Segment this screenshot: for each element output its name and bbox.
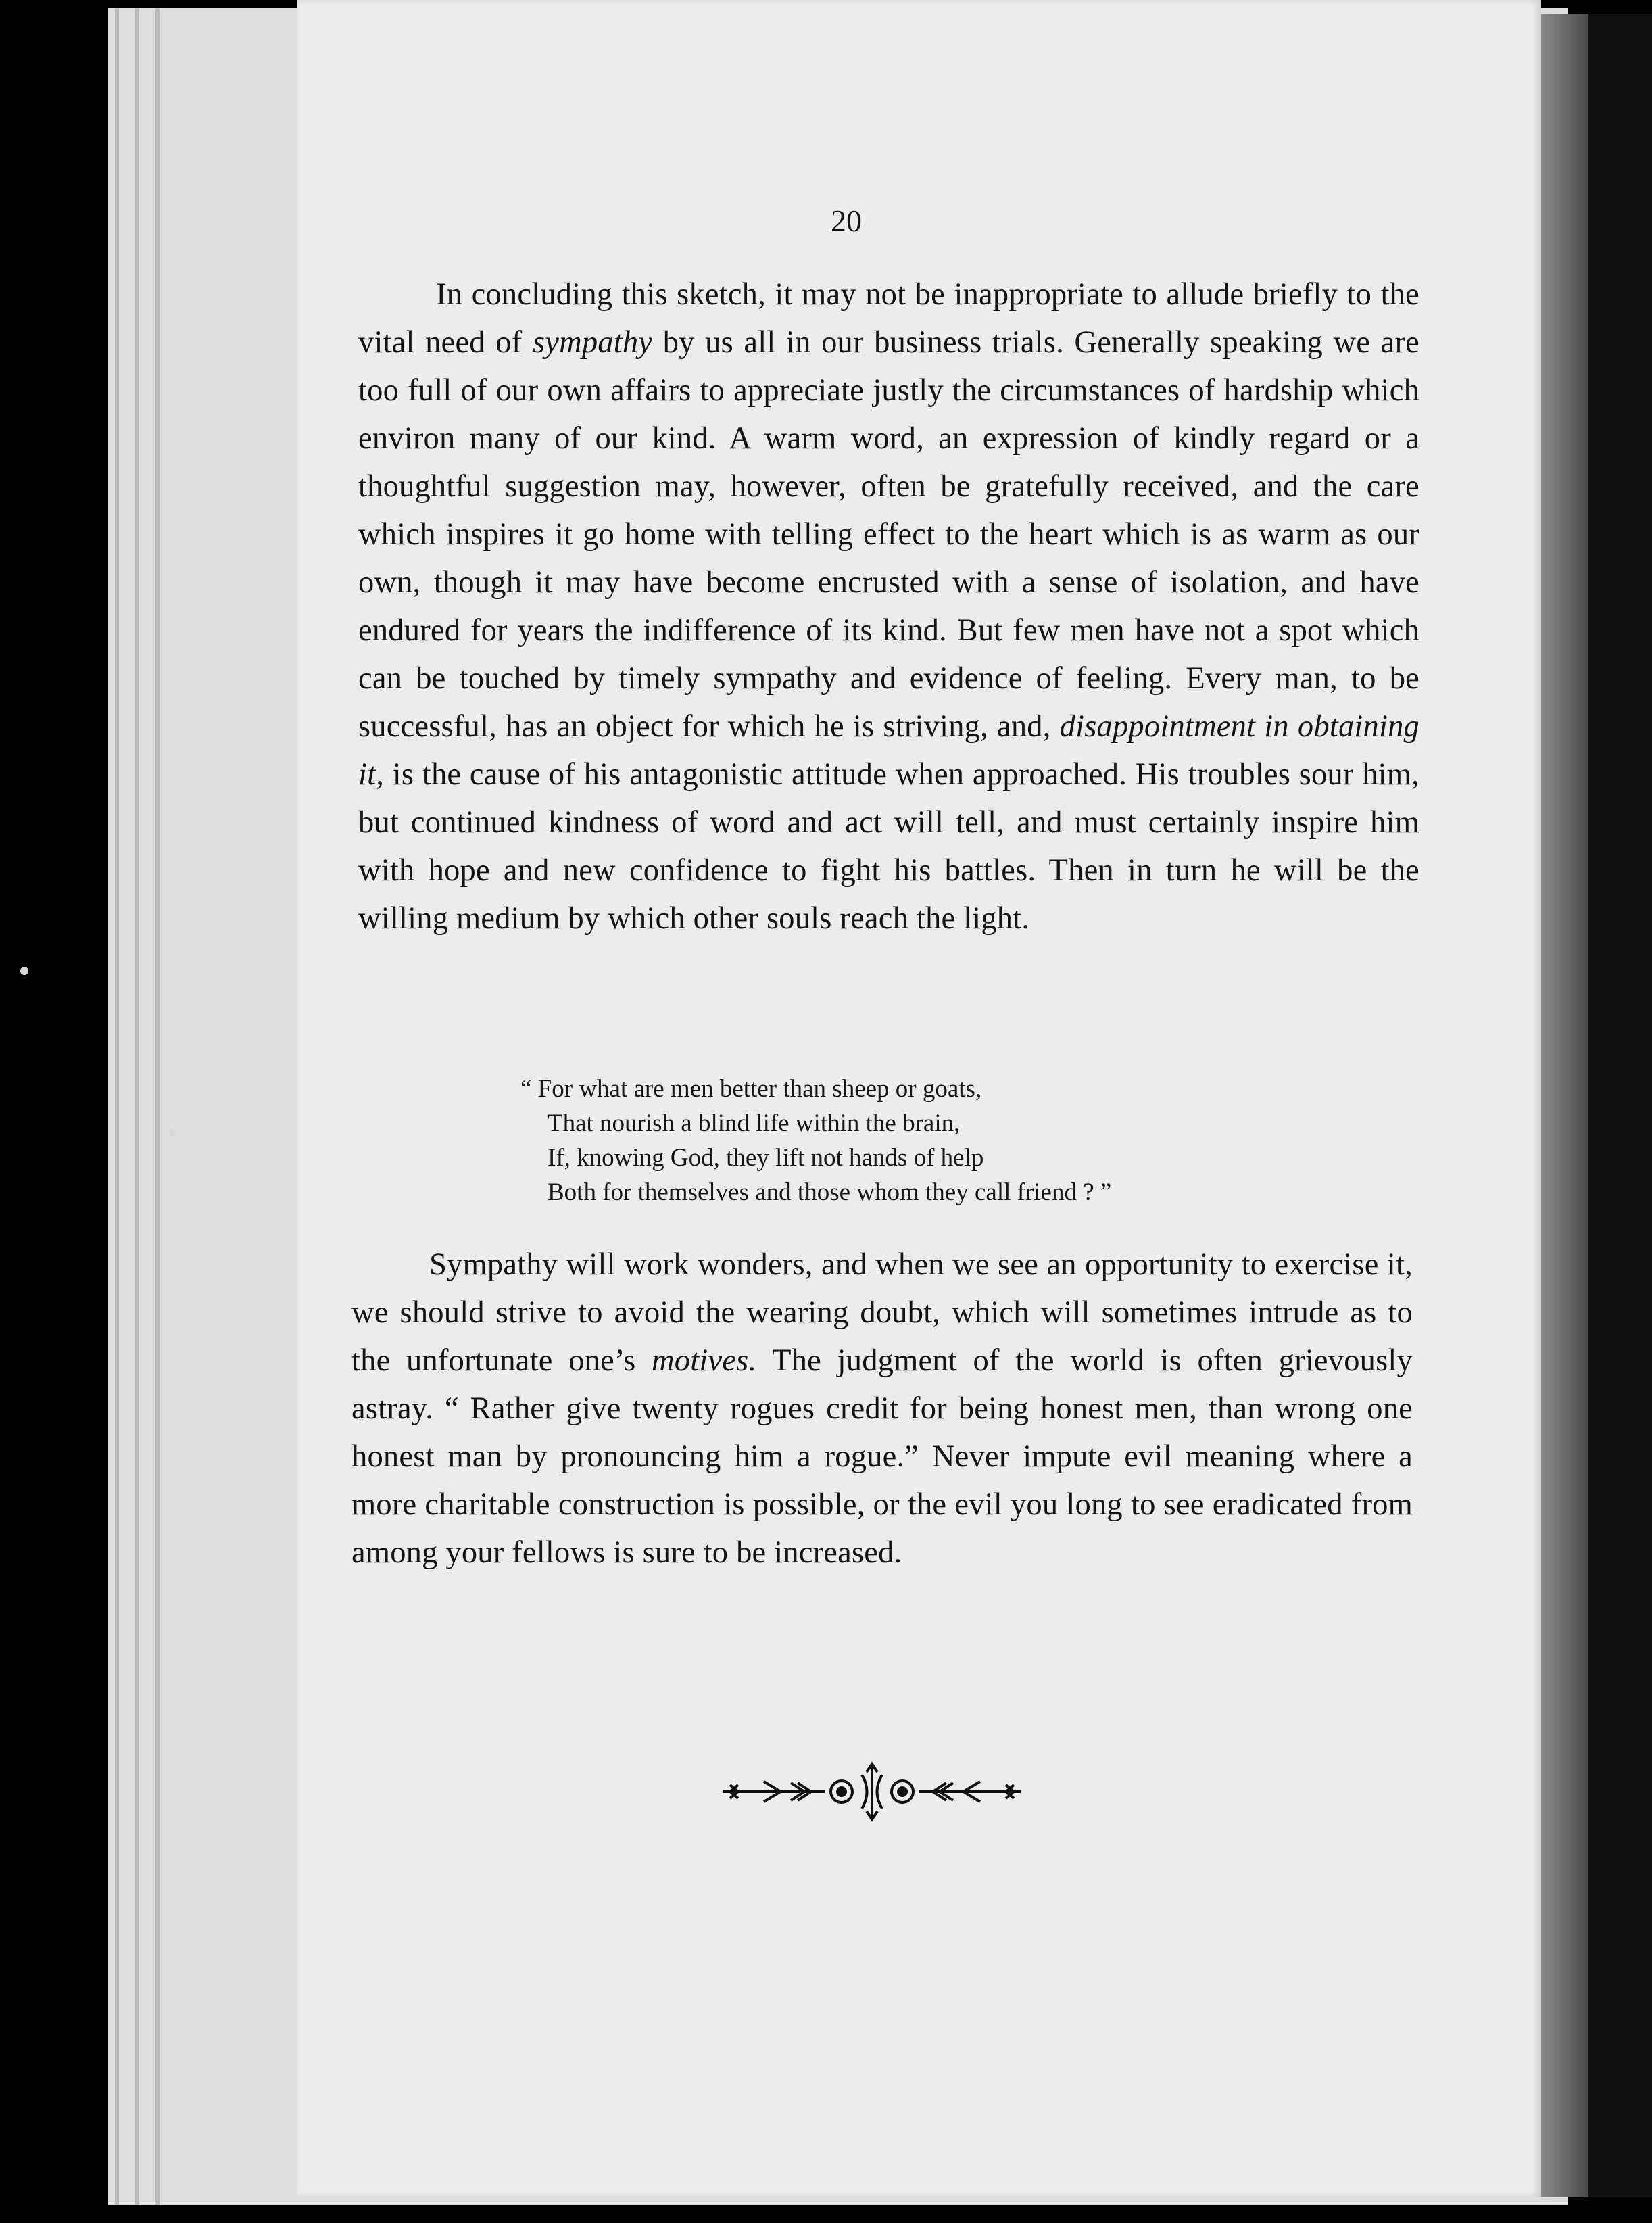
scan-speck	[20, 967, 28, 975]
italic-phrase: disappointment in obtaining it,	[358, 709, 1419, 792]
text-run: by us all in our business trials. Generally speaking we are too full of our own affairs to appreciate justly the circumstances of hardship which environ many of our kind. A warm word, an expression of kindly regard or a thoughtful suggestion may, however, often be gratefully received, and the care which inspires it go home with telling effect to the heart which is as warm as our own, though it may have become encrusted with a sense of isolation, and have endured for years the indifference of its kind. But few men have not a spot which can be touched by timely sympathy and evidence of feeling. Every man, to be successful, has an object for which he is striving, and,	[358, 325, 1419, 744]
paragraph-1-text	[358, 270, 1419, 942]
fleuron-ornament-icon	[723, 1761, 1021, 1822]
text-run: is the cause of his antagonistic attitude when approached. His troubles sour him, but continued kindness of word and act will tell, and must certainly inspire him with hope and new confidence to fight his battles. Then in turn he will be the willing medium by which other souls reach the light.	[358, 757, 1419, 936]
poem-line-2: That nourish a blind life within the brain,	[548, 1109, 961, 1137]
italic-phrase: sympathy	[532, 325, 653, 360]
poem-line-3: If, knowing God, they lift not hands of help	[548, 1144, 984, 1172]
paragraph-1	[358, 270, 1419, 942]
paragraph-2-text	[351, 1241, 1413, 1577]
scan-speck	[169, 1129, 176, 1136]
poem-quote	[520, 1072, 1332, 1210]
text-run: The judgment of the world is often grievously astray. “ Rather give twenty rogues credit for being honest men, than wrong one honest man by pronouncing him a rogue.” Never impute evil meaning where a more charitable construction is possible, or the evil you long to see eradicated from among your fellows is sure to be increased.	[351, 1343, 1413, 1570]
italic-phrase: motives.	[652, 1343, 757, 1378]
page-edge	[155, 8, 160, 2205]
text-run: In concluding this sketch, it may not be inappropriate to allude briefly to the vital need of	[358, 277, 1419, 360]
page-edge	[115, 8, 119, 2205]
scan-background	[1588, 14, 1652, 2197]
binding-shadow	[1541, 14, 1588, 2197]
text-run: Sympathy will work wonders, and when we see an opportunity to exercise it, we should strive to avoid the wearing doubt, which will sometimes intrude as to the unfortunate one’s	[351, 1247, 1413, 1378]
page-number: 20	[831, 204, 862, 238]
paragraph-2	[351, 1241, 1413, 1577]
poem-line-4: Both for themselves and those whom they call friend ? ”	[548, 1178, 1112, 1206]
poem-line-1: “ For what are men better than sheep or goats,	[520, 1075, 982, 1103]
page-edge	[135, 8, 139, 2205]
